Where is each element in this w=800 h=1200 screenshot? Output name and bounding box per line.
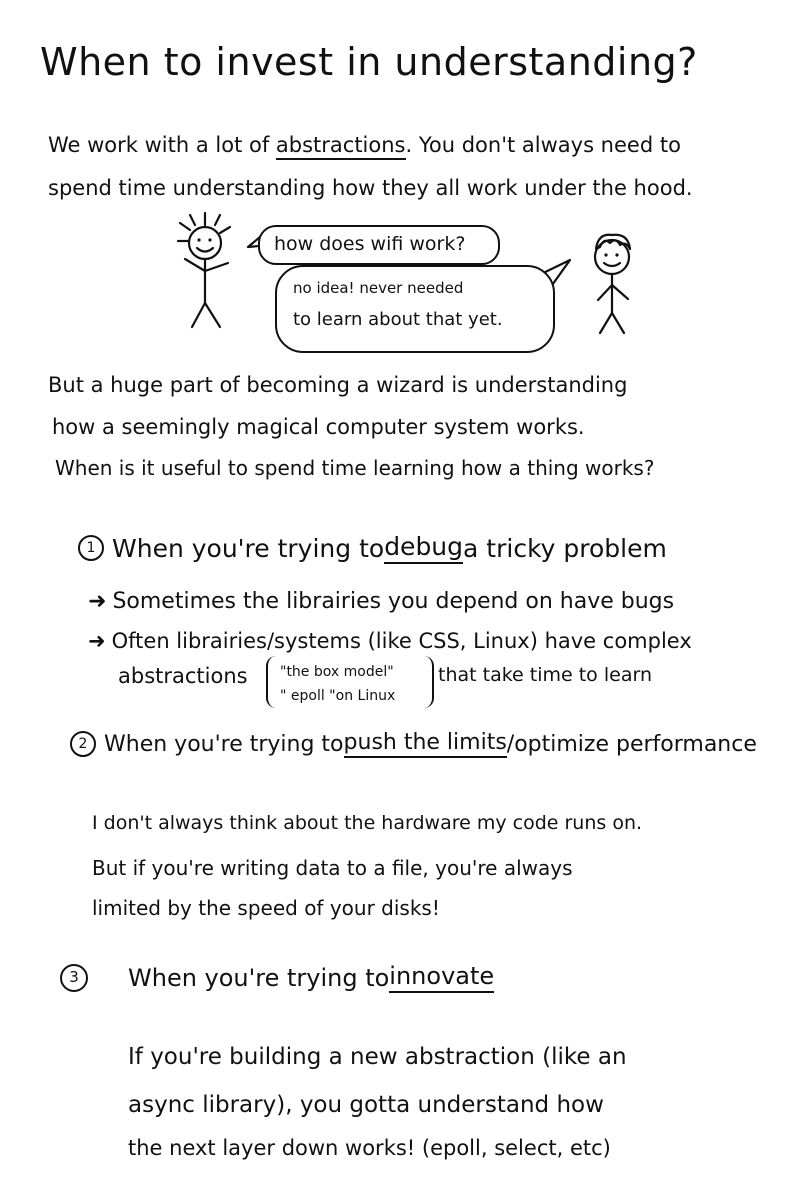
intro-text-start: We work with a lot of bbox=[48, 133, 276, 157]
wizard-line-3: When is it useful to spend time learning how a thing works? bbox=[55, 456, 655, 480]
bubble-answer-line-1: no idea! never needed bbox=[293, 279, 464, 297]
abstractions-underlined: abstractions bbox=[276, 133, 406, 160]
bullet-1-text: Sometimes the librairies you depend on have bugs bbox=[112, 589, 675, 614]
paren-line-1: "the box model" bbox=[280, 664, 394, 680]
intro-text-end: . You don't always need to bbox=[405, 133, 681, 157]
speech-bubble-answer bbox=[275, 265, 555, 353]
section-3-heading bbox=[60, 962, 494, 993]
bullet-2-line-1: Often librairies/systems (like CSS, Linux) have complex bbox=[111, 629, 692, 653]
wizard-line-2: how a seemingly magical computer system works. bbox=[52, 415, 585, 439]
section-2-heading-end: /optimize performance bbox=[506, 731, 757, 757]
section-2-heading bbox=[70, 730, 757, 758]
section-2-line-1: I don't always think about the hardware my code runs on. bbox=[92, 812, 643, 834]
bubble-answer-line-2: to learn about that yet. bbox=[293, 309, 503, 330]
number-2-icon: 2 bbox=[70, 731, 96, 757]
section-3-heading-start: When you're trying to bbox=[128, 963, 390, 992]
wizard-line-1: But a huge part of becoming a wizard is understanding bbox=[48, 373, 628, 397]
section-3-line-1: If you're building a new abstraction (like an bbox=[128, 1044, 627, 1070]
section-1-bullet-1 bbox=[88, 589, 674, 614]
innovate-underlined: innovate bbox=[389, 962, 494, 993]
stick-figure-right bbox=[595, 235, 630, 333]
arrow-right-icon: ➜ bbox=[88, 629, 106, 653]
page-title: When to invest in understanding? bbox=[40, 40, 698, 84]
number-3-icon: 3 bbox=[60, 964, 88, 992]
speech-bubble-question bbox=[258, 225, 500, 265]
section-1-bullet-2 bbox=[88, 629, 692, 653]
bubble-question-text: how does wifi work? bbox=[274, 233, 466, 255]
number-1-icon: 1 bbox=[78, 535, 104, 561]
bullet-2-line-2-end: that take time to learn bbox=[438, 664, 652, 686]
right-paren bbox=[420, 656, 434, 708]
section-2-line-3: limited by the speed of your disks! bbox=[92, 896, 440, 920]
push-the-limits-underlined: push the limits bbox=[344, 730, 507, 758]
section-2-line-2: But if you're writing data to a file, you're always bbox=[92, 856, 573, 880]
debug-underlined: debug bbox=[384, 532, 463, 564]
section-3-line-2: async library), you gotta understand how bbox=[128, 1092, 604, 1118]
section-1-heading bbox=[78, 532, 667, 564]
section-1-heading-start: When you're trying to bbox=[112, 533, 385, 563]
section-1-heading-end: a tricky problem bbox=[463, 533, 667, 563]
stick-figure-left bbox=[178, 213, 230, 327]
intro-line-2: spend time understanding how they all work under the hood. bbox=[48, 176, 693, 200]
section-2-heading-start: When you're trying to bbox=[104, 731, 344, 757]
bullet-2-line-2-start: abstractions bbox=[118, 664, 248, 688]
paren-line-2: " epoll "on Linux bbox=[280, 688, 396, 704]
section-3-line-3: the next layer down works! (epoll, select, etc) bbox=[128, 1136, 611, 1160]
arrow-right-icon: ➜ bbox=[88, 589, 107, 614]
left-paren bbox=[266, 656, 280, 708]
intro-line-1 bbox=[48, 133, 681, 157]
